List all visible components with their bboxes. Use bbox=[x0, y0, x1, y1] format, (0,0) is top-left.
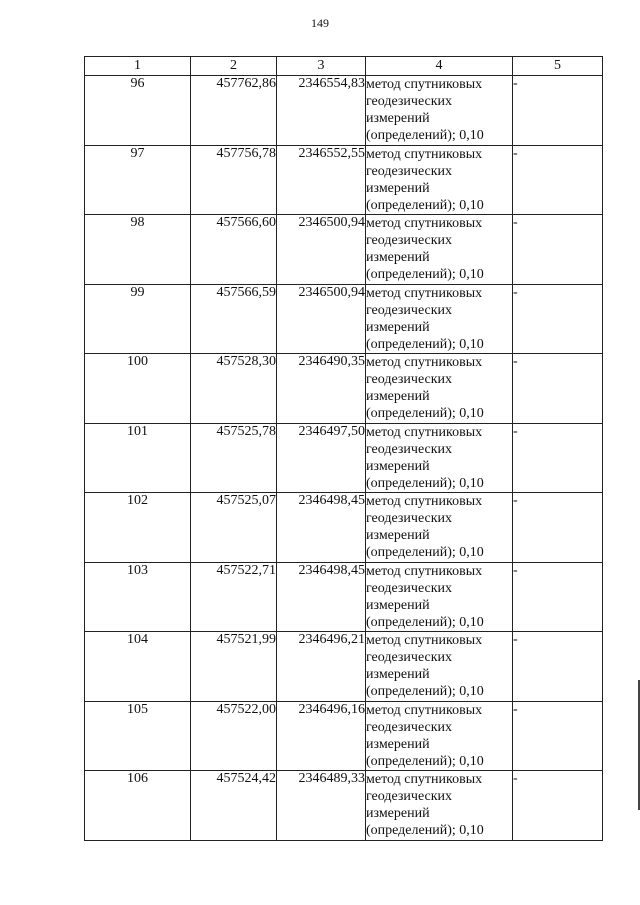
column-header-5: 5 bbox=[513, 57, 603, 76]
coordinate-x: 457566,60 bbox=[191, 215, 277, 285]
page-number: 149 bbox=[311, 16, 329, 30]
note-value: - bbox=[513, 76, 603, 146]
method-text-line: метод спутниковых bbox=[366, 216, 483, 231]
table-row bbox=[85, 76, 603, 146]
measurement-method bbox=[366, 562, 513, 632]
column-header-3: 3 bbox=[277, 57, 366, 76]
measurement-method bbox=[366, 493, 513, 563]
method-text-line: геодезических bbox=[366, 580, 453, 596]
method-text-line: геодезических bbox=[366, 163, 453, 179]
method-text-line: измерений bbox=[366, 736, 430, 752]
measurement-method bbox=[366, 215, 513, 285]
method-text-line: метод спутниковых bbox=[366, 424, 483, 440]
method-text-line: метод спутниковых bbox=[366, 772, 483, 787]
measurement-method bbox=[366, 632, 513, 702]
point-number: 104 bbox=[85, 632, 191, 702]
column-header-1: 1 bbox=[85, 57, 191, 76]
method-text-line: (определений); 0,10 bbox=[366, 128, 484, 143]
measurement-method bbox=[366, 423, 513, 493]
method-text-line: геодезических bbox=[366, 233, 453, 248]
method-text-line: измерений bbox=[366, 806, 430, 821]
column-header-4: 4 bbox=[366, 57, 513, 76]
coordinate-y: 2346489,33 bbox=[277, 771, 366, 841]
method-text-line: измерений bbox=[366, 389, 430, 404]
method-text-line: (определений); 0,10 bbox=[366, 267, 484, 282]
method-text-line: измерений bbox=[366, 180, 430, 196]
table-body bbox=[85, 76, 603, 841]
point-number: 98 bbox=[85, 215, 191, 285]
method-text-line: измерений bbox=[366, 667, 430, 682]
method-text-line: метод спутниковых bbox=[366, 355, 483, 370]
table-header-row bbox=[85, 57, 603, 76]
point-number: 96 bbox=[85, 76, 191, 146]
method-text-line: геодезических bbox=[366, 94, 453, 109]
point-number: 106 bbox=[85, 771, 191, 841]
measurement-method bbox=[366, 145, 513, 215]
point-number: 103 bbox=[85, 562, 191, 632]
method-text-line: (определений); 0,10 bbox=[366, 336, 484, 352]
table-row bbox=[85, 284, 603, 354]
coordinate-x: 457528,30 bbox=[191, 354, 277, 424]
table-row bbox=[85, 354, 603, 424]
measurement-method bbox=[366, 701, 513, 771]
coordinate-y: 2346497,50 bbox=[277, 423, 366, 493]
coordinate-y: 2346500,94 bbox=[277, 215, 366, 285]
coordinate-y: 2346554,83 bbox=[277, 76, 366, 146]
note-value: - bbox=[513, 145, 603, 215]
method-text-line: метод спутниковых bbox=[366, 494, 483, 509]
method-text-line: геодезических bbox=[366, 441, 453, 457]
coordinate-y: 2346498,45 bbox=[277, 493, 366, 563]
method-text-line: (определений); 0,10 bbox=[366, 475, 484, 491]
method-text-line: (определений); 0,10 bbox=[366, 197, 484, 213]
method-text-line: (определений); 0,10 bbox=[366, 406, 484, 421]
point-number: 99 bbox=[85, 284, 191, 354]
method-text-line: метод спутниковых bbox=[366, 285, 483, 301]
method-text-line: метод спутниковых bbox=[366, 77, 483, 92]
method-text-line: измерений bbox=[366, 250, 430, 265]
method-text-line: (определений); 0,10 bbox=[366, 753, 484, 769]
method-text-line: метод спутниковых bbox=[366, 702, 483, 718]
method-text-line: геодезических bbox=[366, 650, 453, 665]
method-text-line: измерений bbox=[366, 597, 430, 613]
table-row bbox=[85, 562, 603, 632]
method-text-line: метод спутниковых bbox=[366, 633, 483, 648]
table-row bbox=[85, 632, 603, 702]
method-text-line: метод спутниковых bbox=[366, 146, 483, 162]
coordinate-x: 457762,86 bbox=[191, 76, 277, 146]
method-text-line: измерений bbox=[366, 528, 430, 543]
method-text-line: метод спутниковых bbox=[366, 563, 483, 579]
measurement-method bbox=[366, 76, 513, 146]
column-header-2: 2 bbox=[191, 57, 277, 76]
note-value: - bbox=[513, 354, 603, 424]
table-row bbox=[85, 771, 603, 841]
method-text-line: (определений); 0,10 bbox=[366, 823, 484, 838]
table-row bbox=[85, 145, 603, 215]
note-value: - bbox=[513, 632, 603, 702]
method-text-line: геодезических bbox=[366, 719, 453, 735]
point-number: 102 bbox=[85, 493, 191, 563]
coordinate-y: 2346496,21 bbox=[277, 632, 366, 702]
point-number: 97 bbox=[85, 145, 191, 215]
coordinate-x: 457566,59 bbox=[191, 284, 277, 354]
coordinate-x: 457756,78 bbox=[191, 145, 277, 215]
measurement-method bbox=[366, 354, 513, 424]
measurement-method bbox=[366, 771, 513, 841]
table-row bbox=[85, 215, 603, 285]
method-text-line: (определений); 0,10 bbox=[366, 545, 484, 560]
coordinate-y: 2346496,16 bbox=[277, 701, 366, 771]
coordinate-x: 457521,99 bbox=[191, 632, 277, 702]
coordinates-table bbox=[84, 56, 603, 841]
note-value: - bbox=[513, 493, 603, 563]
point-number: 100 bbox=[85, 354, 191, 424]
method-text-line: геодезических bbox=[366, 789, 453, 804]
method-text-line: геодезических bbox=[366, 372, 453, 387]
coordinate-x: 457522,71 bbox=[191, 562, 277, 632]
note-value: - bbox=[513, 284, 603, 354]
note-value: - bbox=[513, 771, 603, 841]
method-text-line: геодезических bbox=[366, 511, 453, 526]
coordinate-x: 457522,00 bbox=[191, 701, 277, 771]
coordinate-y: 2346552,55 bbox=[277, 145, 366, 215]
method-text-line: геодезических bbox=[366, 302, 453, 318]
method-text-line: измерений bbox=[366, 111, 430, 126]
coordinate-x: 457525,07 bbox=[191, 493, 277, 563]
point-number: 101 bbox=[85, 423, 191, 493]
method-text-line: (определений); 0,10 bbox=[366, 684, 484, 699]
measurement-method bbox=[366, 284, 513, 354]
coordinate-x: 457524,42 bbox=[191, 771, 277, 841]
coordinate-y: 2346500,94 bbox=[277, 284, 366, 354]
method-text-line: измерений bbox=[366, 458, 430, 474]
coordinate-x: 457525,78 bbox=[191, 423, 277, 493]
note-value: - bbox=[513, 215, 603, 285]
table-row bbox=[85, 701, 603, 771]
method-text-line: (определений); 0,10 bbox=[366, 614, 484, 630]
coordinate-y: 2346490,35 bbox=[277, 354, 366, 424]
table-row bbox=[85, 493, 603, 563]
note-value: - bbox=[513, 562, 603, 632]
method-text-line: измерений bbox=[366, 319, 430, 335]
coordinate-y: 2346498,45 bbox=[277, 562, 366, 632]
table-row bbox=[85, 423, 603, 493]
note-value: - bbox=[513, 701, 603, 771]
note-value: - bbox=[513, 423, 603, 493]
point-number: 105 bbox=[85, 701, 191, 771]
